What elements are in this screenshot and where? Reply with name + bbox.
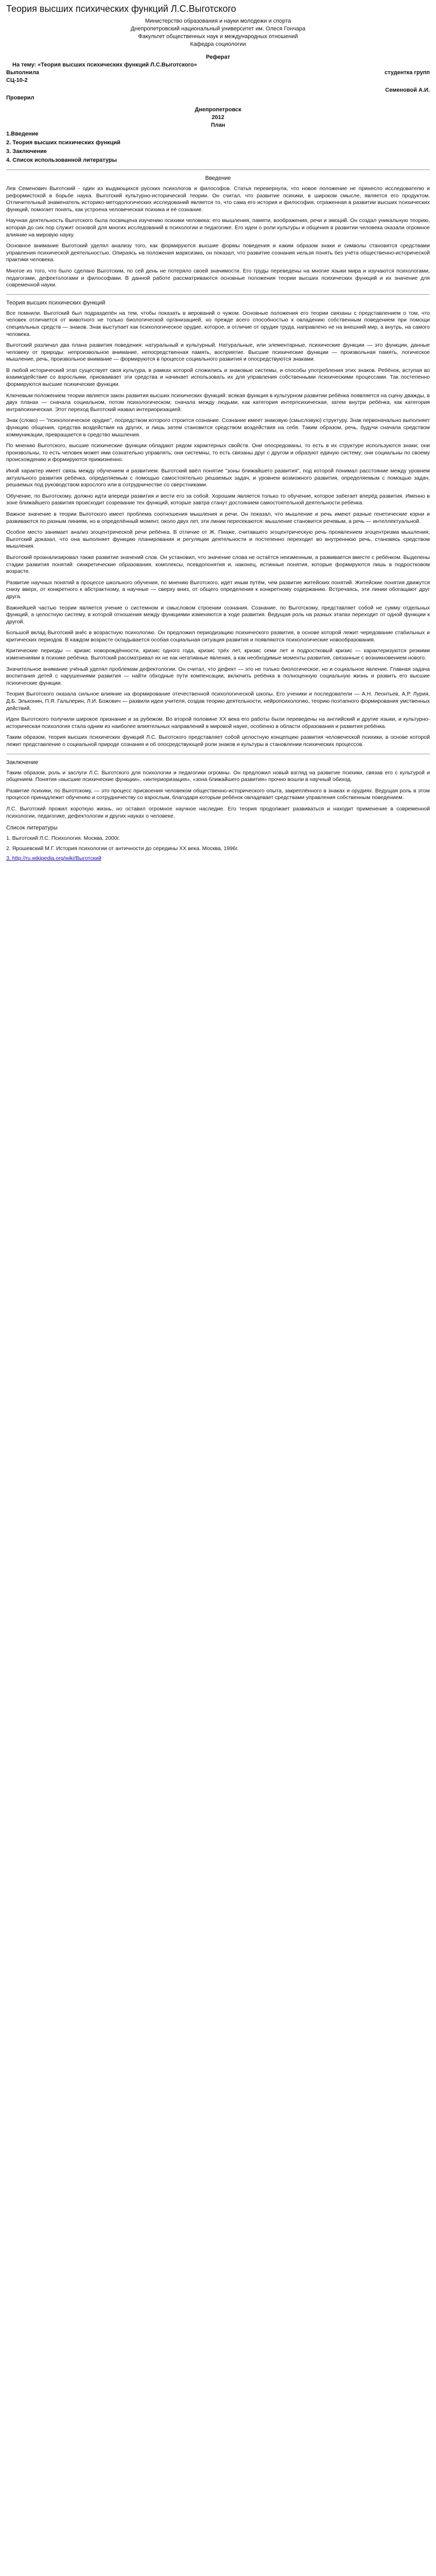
paragraph: Идеи Выготского получили широкое признание и за рубежом. Во второй половине XX века его работы были переведены на английский и другие языки, и культурно-историческая психология стала одним из наиболее влиятельных направлений в мировой науке, особенно в области образования и развития ребёнка. [6,716,430,730]
reference-link[interactable] [6,855,430,862]
paragraph: Основное внимание Выготский уделял анализу того, как формируются высшие формы поведения и каким образом знаки и символы становятся средствами управления психической деятельностью. Опираясь на положения марксизма, он показал, что развитие сознания нельзя понять без учёта общественно-исторической практики человека. [6,243,430,263]
checked-label: Проверил [6,95,34,101]
paragraph: Выготский проанализировал также развитие значений слов. Он установил, что значение слова не остаётся неизменным, а развивается вместе с ребёнком. Выделены стадии развития понятий: синкретические образования, комплексы, псевдопонятия и, наконец, истинные понятия, которые формируются лишь в подростковом возрасте. [6,554,430,575]
page-title: Теория высших психических функций Л.С.Выготского [6,4,236,14]
theory-body [6,310,430,749]
toc-item: 1.Введение [6,131,39,137]
paragraph: Все помнили. Выготский был подразделён на тем, чтобы показать в верований о чужом. Основные положения его теории связаны с представлением о том, что человек отличается от животного не только биологической организацией, но прежде всего способностью к овладению собственным поведением при помощи специальных средств — знаков. Знак выступает как психологическое орудие, которое, в отличие от орудия труда, направлено не на внешний мир, а внутрь, на самого человека. [6,310,430,337]
faculty-line: Факультет общественных наук и международных отношений [138,33,298,40]
conclusion-heading: Заключение [6,759,39,766]
paragraph: Обучение, по Выготскому, должно идти впереди развития и вести его за собой. Хорошим является только то обучение, которое забегает вперёд развития. Именно в зоне ближайшего развития происходит созревание тех функций, которые завтра станут достоянием самостоятельной деятельности ребёнка. [6,493,430,506]
toc-item: 3. Заключение [6,148,47,155]
conclusion-body [6,770,430,820]
work-type: Реферат [205,54,230,60]
group-code: СЦ-10-2 [6,77,28,83]
author-name: Семеновой А.И. [385,87,430,93]
paragraph: Научная деятельность Выготского была посвящена изучению психики человека: его мышления, памяти, воображения, речи и эмоций. Он создал уникальную теорию, которая до сих пор служит основой для многих исследований в психологии и педагогике. Его идеи о роли культуры и общения в развитии человека оказали огромное влияние на мировую науку. [6,217,430,238]
intro-body [6,185,430,289]
paragraph: Многое из того, что было сделано Выготским, по сей день не потеряло своей значимости. Его труды переведены на многие языки мира и изучаются психологами, педагогами, дефектологами и философами. В данной работе рассматриваются основные положения теории высших психических функций и их значение для современной науки. [6,267,430,289]
done-row [6,69,430,77]
department-line: Кафедра социологии [190,41,246,47]
toc-item: 2. Теория высших психических функций [6,140,120,146]
reference-item: 1. Выготский Л.С. Психология. Москва, 2000г. [6,835,120,842]
paragraph: Развитие психики, по Выготскому, — это процесс присвоения человеком общественно-исторического опыта, закреплённого в знаках и орудиях. Ведущая роль в этом процессе принадлежит обучению и сотрудничеству со взрослым, благодаря которым ребёнок овладевает средствами управления собственным поведением. [6,787,430,801]
references [6,825,430,862]
student-group: студентка групп [385,70,430,76]
work-topic: На тему: «Теория высших психических функций Л.С.Выготского» [12,62,197,68]
document [0,0,436,862]
done-label: Выполнила [6,70,39,76]
paragraph: Важное значение в теории Выготского имеет проблема соотношения мышления и речи. Он показал, что мышление и речь имеют разные генетические корни и развиваются по разным линиям, но в определённый момент, около двух лет, эти линии пересекаются: мышление становится речевым, а речь — интеллектуальной. [6,511,430,524]
paragraph: Лев Семенович Выготский - один из выдающихся русских психологов и философов. Статья перевернула, что новое положение не принесло исследователю и реформистской в борьбе наука. Выготский культурно-исторической теории. Он считал, что развитие психики, в широком смысле, является его продуктом. Отличительный знаменатель историко-методологических исследований является то, что сама его история и философия, отраженная в развитии высших психических функций, помогает понять, как устроена человеческая психика и её сознание. [6,185,430,213]
paragraph: Л.С. Выготский прожил короткую жизнь, но оставил огромное научное наследие. Его теория продолжает развиваться и находит применение в современной психологии, педагогике, дефектологии и других науках о человеке. [6,805,430,819]
references-heading: Список литературы [6,825,58,832]
year: 2012 [212,114,224,121]
ministry-line: Министерство образования и науки молодежи и спорта [145,18,291,24]
paragraph: Теория Выготского оказала сильное влияние на формирование отечественной психологической школы. Его ученики и последователи — А.Н. Леонтьев, А.Р. Лурия, Д.Б. Эльконин, П.Я. Гальперин, Л.И. Божович — развили идеи учителя, создав теорию деятельности, нейропсихологию, теорию поэтапного формирования умственных действий. [6,691,430,711]
intro-heading: Введение [205,175,231,181]
city: Днепропетровск [195,107,241,113]
divider [6,294,430,295]
paragraph: Значительное внимание учёный уделял проблемам дефектологии. Он считал, что дефект — это не только биологическое, но и социальное явление. Главная задача воспитания детей с нарушениями развития — найти обходные пути компенсации, включить ребёнка в полноценную социальную жизнь и развить его высшие психические функции. [6,666,430,686]
toc-item: 4. Список использованной литературы [6,157,117,163]
paragraph: Важнейшей частью теории является учение о системном и смысловом строении сознания. Сознание, по Выготскому, представляет собой не сумму отдельных функций, а целостную систему, в которой отношения между функциями изменяются в ходе развития. Ведущая роль на разных этапах переходит от одной функции к другой. [6,604,430,625]
paragraph: По мнению Выготского, высшие психические функции обладают рядом характерных свойств. Они опосредованы, то есть в их структуре используются знаки; они произвольны, то есть человек может ими сознательно управлять; они системны, то есть связаны друг с другом и образуют единую систему; они социальны по своему происхождению и формируются прижизненно. [6,443,430,463]
reference-url[interactable]: 3. http://ru.wikipedia.org/wiki/Выготский [6,855,101,862]
reference-item: 2. Ярошевский М.Г. История психологии от античности до середины ХХ века. Москва, 1996г. [6,845,239,852]
paragraph: Таким образом, теория высших психических функций Л.С. Выготского представляет собой целостную концепцию развития человеческой психики, в основе которой лежит представление о социальной природе сознания и об опосредствующей роли знаков и культуры в становлении психических процессов. [6,734,430,748]
paragraph: В любой исторический этап существует своя культура, в рамках которой сложились и знаковые системы, и способы употребления этих знаков. Ребёнок, вступая во взаимодействие со взрослыми, присваивает эти средства и начинает использовать их для управления собственными психическими процессами. Так постепенно формируются высшие психические функции. [6,367,430,388]
paragraph: Критические периоды — кризис новорождённости, кризис одного года, кризис трёх лет, кризис семи лет и подростковый кризис — характеризуются резкими изменениями в психике ребёнка. Выготский рассматривал их не как негативные явления, а как необходимые моменты развития, связанные с возникновением нового. [6,648,430,662]
paragraph: Выготский различал два плана развития поведения: натуральный и культурный. Натуральные, или элементарные, психические функции — это функции, данные человеку от природы: непроизвольное внимание, непосредственная память, восприятие. Высшие психические функции — произвольная память, логическое мышление, речь, произвольное внимание — формируются в процессе социального развития и опосредствуются знаками. [6,342,430,363]
paragraph: Ключевым положением теории является закон развития высших психических функций: всякая функция в культурном развитии ребёнка появляется на сцену дважды, в двух планах — сначала социальном, потом психологическом; сначала между людьми, как категория интерпсихическая, затем внутри ребёнка, как категория интрапсихическая. Этот переход Выготский назвал интериоризацией. [6,392,430,413]
paragraph: Иной характер имеет связь между обучением и развитием. Выготский ввёл понятие "зоны ближайшего развития", под которой понимал расстояние между уровнем актуального развития ребёнка, определяемым с помощью самостоятельно решаемых задач, и уровнем возможного развития, определяемым с помощью задач, решаемых под руководством взрослого или в сотрудничестве со сверстниками. [6,468,430,488]
paragraph: Особое место занимает анализ эгоцентрической речи ребёнка. В отличие от Ж. Пиаже, считавшего эгоцентрическую речь проявлением эгоцентризма мышления, Выготский доказал, что она выполняет функцию планирования и регуляции деятельности и постепенно переходит во внутреннюю речь, становясь средством мышления. [6,529,430,550]
paragraph: Знак (слово) — "психологическое орудие", посредством которого строится сознание. Сознание имеет знаковую (смысловую) структуру. Знак первоначально выполняет функцию общения, средства воздействия на других, и лишь затем становится средством воздействия на себя. Таким образом, речь, будучи сначала средством коммуникации, превращается в средство мышления. [6,417,430,438]
paragraph: Развитие научных понятий в процессе школьного обучения, по мнению Выготского, идёт иным путём, чем развитие житейских понятий. Житейские понятия движутся снизу вверх, от конкретного к абстрактному, а научные — сверху вниз, от общего определения к конкретному содержанию. Встречаясь, эти линии обогащают друг друга. [6,579,430,600]
plan-label: План [211,122,225,128]
theory-heading: Теория высших психических функций [6,299,106,306]
university-line: Днепропетровский национальный университет им. Олеся Гончара [130,26,306,32]
paragraph: Большой вклад Выготский внёс в возрастную психологию. Он предложил периодизацию психического развития, в основе которой лежит чередование стабильных и критических периодов. В каждом возрасте складывается особая социальная ситуация развития и появляются психологические новообразования. [6,630,430,643]
paragraph: Таким образом, роль и заслуги Л.С. Выготского для психологии и педагогики огромны. Он предложил новый взгляд на развитие психики, связав его с культурой и общением. Понятия «высшие психические функции», «интериоризация», «зона ближайшего развития» прочно вошли в научный обиход. [6,769,430,783]
